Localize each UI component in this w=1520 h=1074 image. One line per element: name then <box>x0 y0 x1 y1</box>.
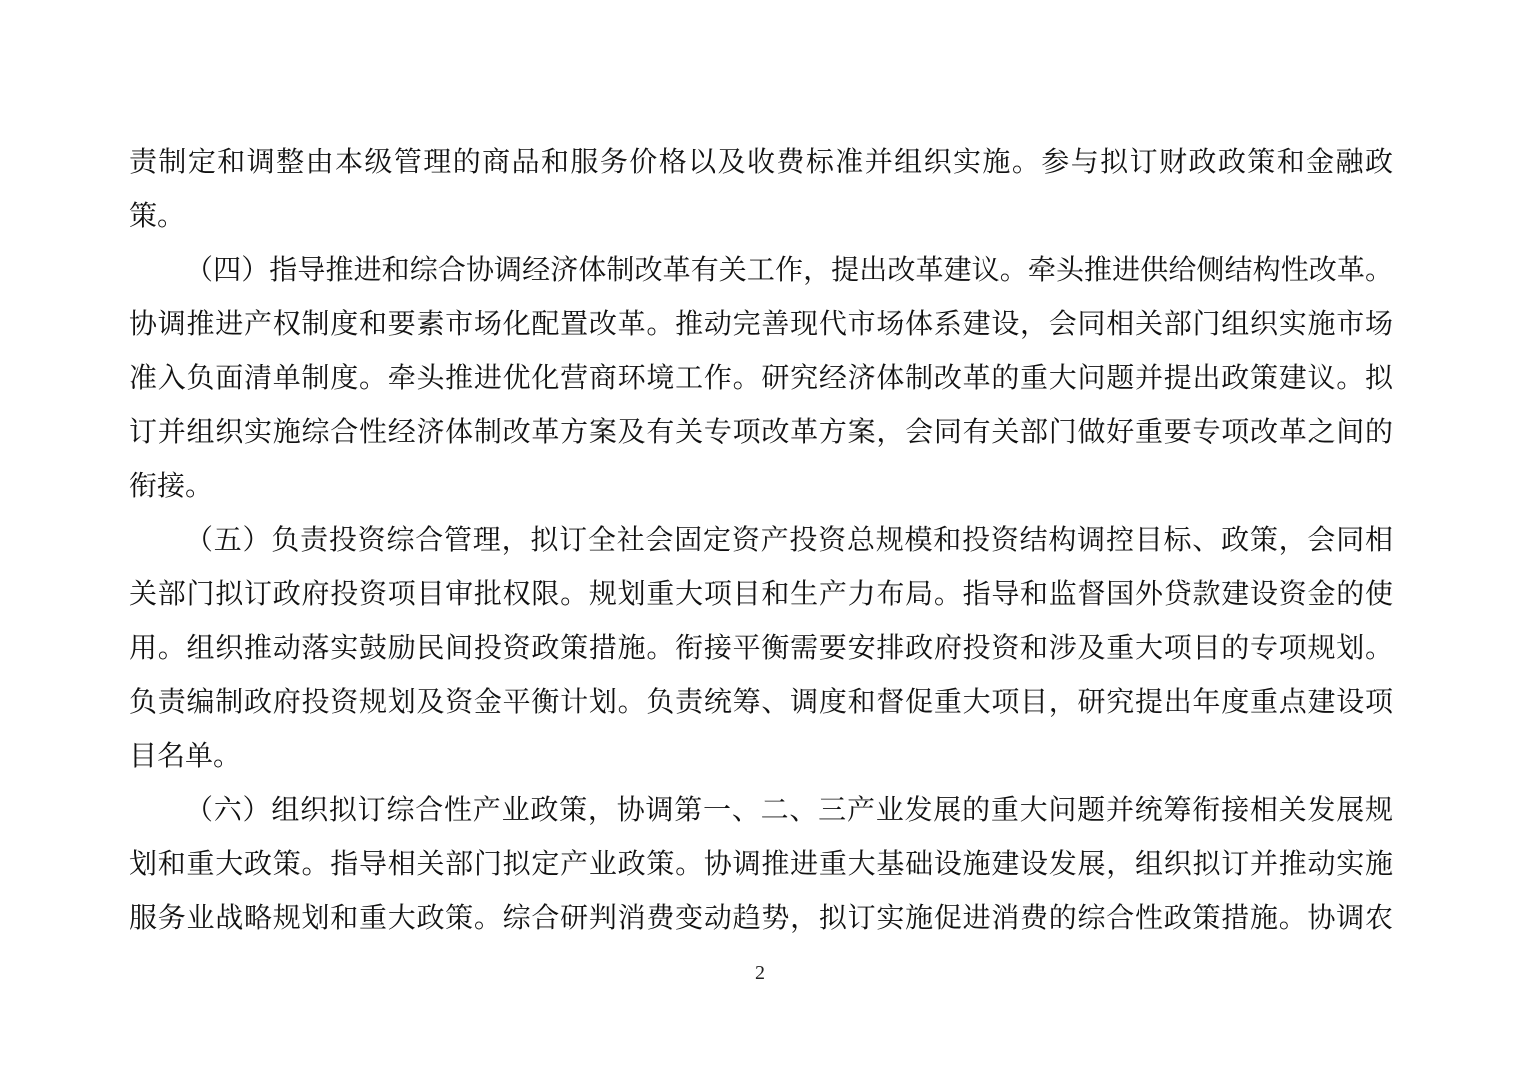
text-line: 划和重大政策。指导相关部门拟定产业政策。协调推进重大基础设施建设发展，组织拟订并推动实施 <box>129 847 1393 880</box>
text-line: 策。 <box>129 199 186 232</box>
text-line: 协调推进产权制度和要素市场化配置改革。推动完善现代市场体系建设，会同相关部门组织实施市场 <box>129 307 1393 340</box>
paragraph-five-start: （五）负责投资综合管理，拟订全社会固定资产投资总规模和投资结构调控目标、政策，会同相 <box>185 523 1393 556</box>
text-line: 用。组织推动落实鼓励民间投资政策措施。衔接平衡需要安排政府投资和涉及重大项目的专项规划。 <box>129 631 1393 664</box>
text-line: 责制定和调整由本级管理的商品和服务价格以及收费标准并组织实施。参与拟订财政政策和金融政 <box>129 145 1393 178</box>
text-line: 关部门拟订政府投资项目审批权限。规划重大项目和生产力布局。指导和监督国外贷款建设资金的使 <box>129 577 1393 610</box>
text-line: 准入负面清单制度。牵头推进优化营商环境工作。研究经济体制改革的重大问题并提出政策建议。拟 <box>129 361 1393 394</box>
paragraph-six-start: （六）组织拟订综合性产业政策，协调第一、二、三产业发展的重大问题并统筹衔接相关发展规 <box>185 793 1393 826</box>
body-text <box>129 135 1393 945</box>
page-number: 2 <box>755 962 765 984</box>
text-line: 服务业战略规划和重大政策。综合研判消费变动趋势，拟订实施促进消费的综合性政策措施。协调农 <box>129 901 1393 934</box>
text-line: 目名单。 <box>129 739 242 772</box>
paragraph-four-start: （四）指导推进和综合协调经济体制改革有关工作，提出改革建议。牵头推进供给侧结构性改革。 <box>185 253 1393 286</box>
text-line: 衔接。 <box>129 469 214 502</box>
text-line: 订并组织实施综合性经济体制改革方案及有关专项改革方案，会同有关部门做好重要专项改革之间的 <box>129 415 1393 448</box>
text-line: 负责编制政府投资规划及资金平衡计划。负责统筹、调度和督促重大项目，研究提出年度重点建设项 <box>129 685 1393 718</box>
